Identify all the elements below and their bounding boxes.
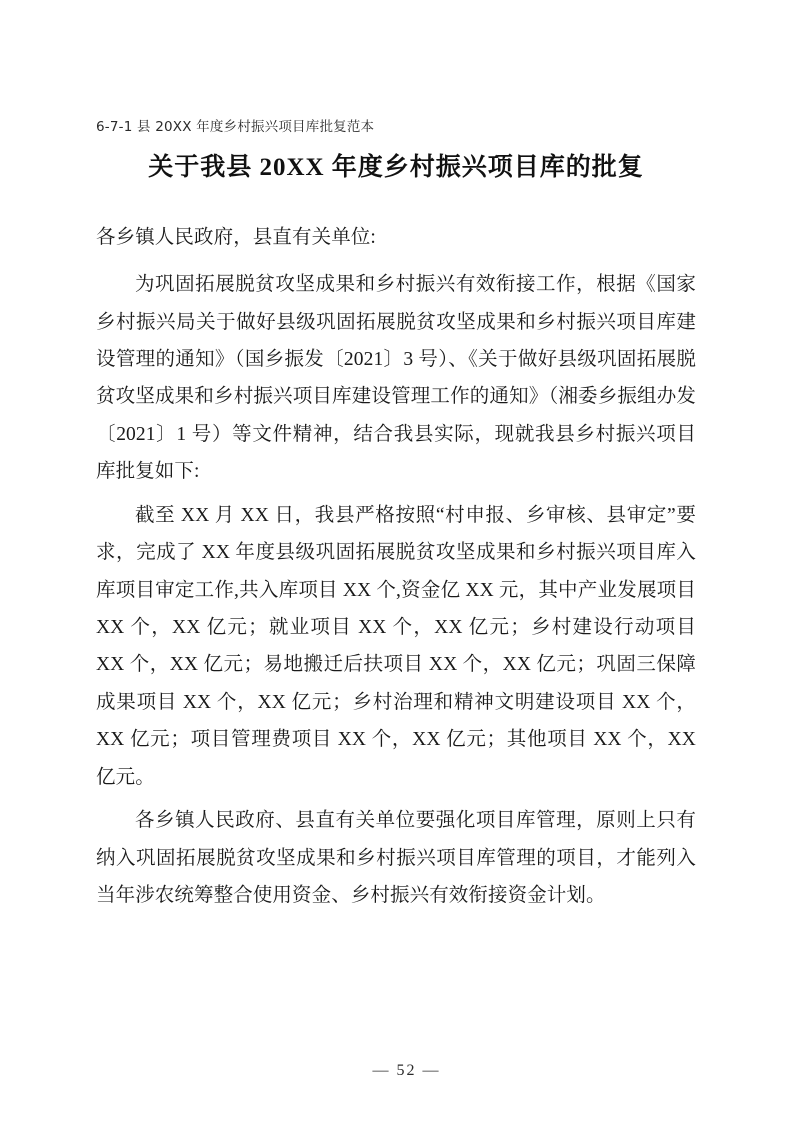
document-body (96, 118, 696, 921)
document-header-label: 6-7-1 县 20XX 年度乡村振兴项目库批复范本 (96, 119, 375, 135)
paragraph-2: 截至 XX 月 XX 日，我县严格按照“村申报、乡审核、县审定”要求，完成了 XX 年度县级巩固拓展脱贫攻坚成果和乡村振兴项目库入库项目审定工作,共入库项目 XX 个,资金亿 XX 元，其中产业发展项目 XX 个，XX 亿元；就业项目 XX 个，XX 亿元；乡村建设行动项目 XX 个，XX 亿元；易地搬迁后扶项目 XX 个，XX 亿元；巩固三保障成果项目 XX 个，XX 亿元；乡村治理和精神文明建设项目 XX 个，XX 亿元；项目管理费项目 XX 个，XX 亿元；其他项目 XX 个，XX 亿元。 (96, 504, 696, 788)
paragraph-1: 为巩固拓展脱贫攻坚成果和乡村振兴有效衔接工作，根据《国家乡村振兴局关于做好县级巩固拓展脱贫攻坚成果和乡村振兴项目库建设管理的通知》（国乡振发〔2021〕3 号）、《关于做好县级巩固拓展脱贫攻坚成果和乡村振兴项目库建设管理工作的通知》（湘委乡振组办发〔2021〕1 号）等文件精神，结合我县实际，现就我县乡村振兴项目库批复如下: (96, 274, 696, 483)
paragraph-3: 各乡镇人民政府、县直有关单位要强化项目库管理，原则上只有纳入巩固拓展脱贫攻坚成果和乡村振兴项目库管理的项目，才能列入当年涉农统筹整合使用资金、乡村振兴有效衔接资金计划。 (96, 810, 696, 907)
salutation: 各乡镇人民政府，县直有关单位: (96, 226, 376, 248)
page-title: 关于我县 20XX 年度乡村振兴项目库的批复 (148, 153, 644, 181)
page-number: — 52 — (372, 1062, 441, 1079)
